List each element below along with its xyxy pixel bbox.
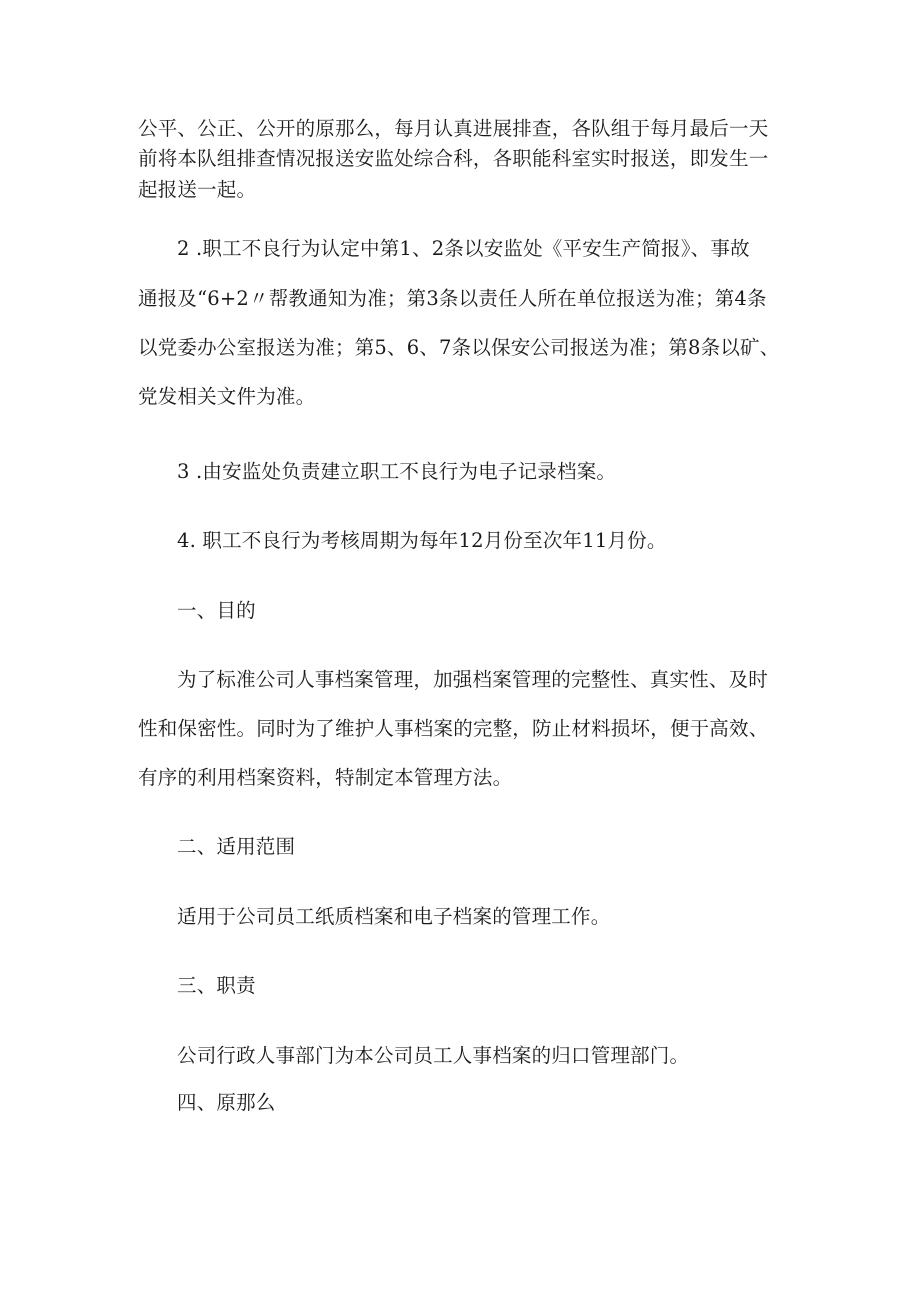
section2-body: 适用于公司员工纸质档案和电子档案的管理工作。 bbox=[177, 905, 611, 928]
item4-text: 4. 职工不良行为考核周期为每年12月份至次年11月份。 bbox=[177, 529, 667, 552]
section1-line-3: 有序的利用档案资料，特制定本管理方法。 bbox=[138, 766, 513, 789]
section3-heading: 三、职责 bbox=[177, 974, 256, 997]
item2-line-1: 2 .职工不良行为认定中第1、2条以安监处《平安生产简报》、事故 bbox=[177, 237, 750, 260]
section2-heading: 二、适用范围 bbox=[177, 835, 296, 858]
item2-line-4: 党发相关文件为准。 bbox=[138, 385, 316, 408]
section3-body: 公司行政人事部门为本公司员工人事档案的归口管理部门。 bbox=[177, 1044, 690, 1067]
item3-text: 3 .由安监处负责建立职工不良行为电子记录档案。 bbox=[177, 460, 617, 483]
item2-line-3: 以党委办公室报送为准；第5、6、7条以保安公司报送为准；第8条以矿、 bbox=[138, 336, 780, 359]
section1-line-1: 为了标准公司人事档案管理，加强档案管理的完整性、真实性、及时 bbox=[177, 668, 769, 691]
item2-line-2: 通报及“6+2〃帮教通知为准；第3条以责任人所在单位报送为准；第4条 bbox=[138, 287, 767, 310]
para1-line-3: 起报送一起。 bbox=[138, 178, 257, 201]
section1-heading: 一、目的 bbox=[177, 599, 256, 622]
section4-heading: 四、原那么 bbox=[177, 1091, 276, 1114]
section1-line-2: 性和保密性。同时为了维护人事档案的完整，防止材料损坏，便于高效、 bbox=[138, 717, 769, 740]
para1-line-1: 公平、公正、公开的原那么，每月认真进展排查，各队组于每月最后一天 bbox=[138, 117, 769, 140]
para1-line-2: 前将本队组排查情况报送安监处综合科，各职能科室实时报送，即发生一 bbox=[138, 147, 769, 170]
